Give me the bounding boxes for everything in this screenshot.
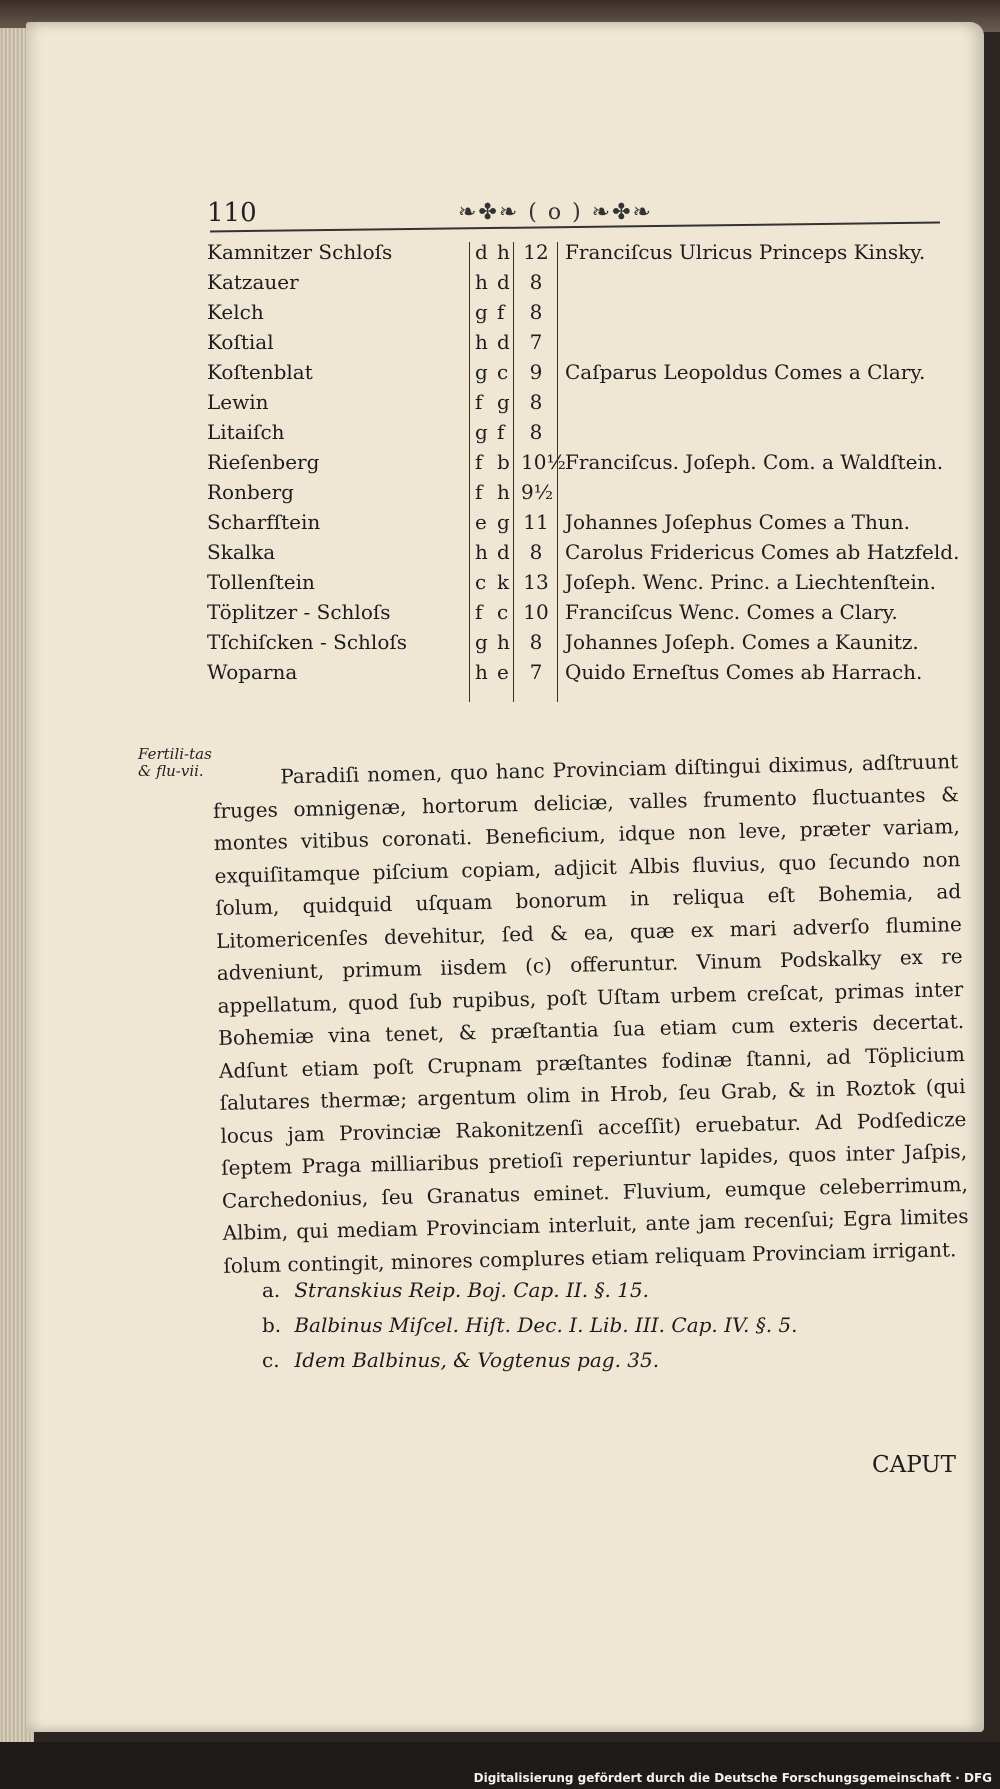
footnotes: [262, 1273, 962, 1378]
grid-letter-2: d: [497, 270, 510, 294]
estate-name: Katzauer: [207, 270, 299, 294]
grid-letter-2: d: [497, 330, 510, 354]
grid-letter-1: d: [475, 240, 488, 264]
footnote: [262, 1343, 962, 1378]
estate-number: 7: [529, 330, 543, 354]
grid-letter-1: f: [475, 450, 483, 474]
estate-owner: Franciſcus Wenc. Comes a Clary.: [565, 600, 898, 624]
grid-letter-1: h: [475, 660, 488, 684]
grid-letter-1: g: [475, 360, 488, 384]
grid-letter-2: g: [497, 510, 510, 534]
estate-owner: Franciſcus. Joſeph. Com. a Waldſtein.: [565, 450, 944, 474]
column-rule-numbers: [513, 242, 514, 702]
body-paragraph: Paradiſi nomen, quo hanc Provinciam diſtingui diximus, adſtruunt fruges omnigenæ, hortorum deliciæ, valles frumento fluctuantes & montes vitibus coronati. Beneficium, idque non leve, præter variam, exquiſitamque piſcium copiam, adjicit Albis fluvius, quo ſecundo non ſolum, quidquid uſquam bonorum in reliqua eſt Bohemia, ad Litomericenſes devehitur, ſed & ea, quæ ex mari adverſo flumine adveniunt, primum iisdem (c) offeruntur. Vinum Podskalky ex re appellatum, quod ſub rupibus, poſt Uſtam urbem creſcat, primas inter Bohemiæ vina tenet, & præſtantia ſua etiam cum exteris decertat. Adſunt etiam poſt Crupnam præſtantes fodinæ ſtanni, ad Töplicium ſalutares thermæ; argentum olim in Hrob, ſeu Grab, & in Roztok (qui locus jam Provinciæ Rakonitzenſi acceſſit) eruebatur. Ad Podſedicze ſeptem Praga milliaribus pretioſi reperiuntur lapides, quos inter Jaſpis, Carchedonius, ſeu Granatus eminet. Fluvium, eumque celeberrimum, Albim, qui mediam Provinciam interluit, ante jam recenſui; Egra limites ſolum contingit, minores complures etiam reliquam Provinciam irrigant.: [212, 749, 969, 1278]
grid-letter-2: h: [497, 240, 510, 264]
estate-name: Lewin: [207, 390, 269, 414]
digitization-credit: Digitalisierung gefördert durch die Deutsche Forschungsgemeinschaft · DFG: [473, 1771, 992, 1785]
estate-number: 7: [529, 660, 543, 684]
grid-letter-2: b: [497, 450, 510, 474]
estate-number: 8: [529, 420, 543, 444]
footnote: [262, 1308, 962, 1343]
estate-owner: Carolus Fridericus Comes ab Hatzfeld.: [565, 540, 960, 564]
estate-name: Koſtenblat: [207, 360, 313, 384]
page-number: 110: [207, 198, 257, 228]
estate-number: 8: [529, 630, 543, 654]
estate-number: 12: [523, 240, 549, 264]
estate-owner: Quido Erneſtus Comes ab Harrach.: [565, 660, 923, 684]
footnote: [262, 1273, 962, 1308]
grid-letter-1: f: [475, 390, 483, 414]
estate-number: 8: [529, 300, 543, 324]
footnote-text: Idem Balbinus, & Vogtenus pag. 35.: [294, 1348, 660, 1372]
footnote-key: b.: [262, 1313, 282, 1337]
grid-letter-2: c: [497, 360, 509, 384]
grid-letter-2: c: [497, 600, 509, 624]
estate-name: Litaiſch: [207, 420, 285, 444]
grid-letter-2: h: [497, 630, 510, 654]
estate-owner: Caſparus Leopoldus Comes a Clary.: [565, 360, 926, 384]
estate-owner: Franciſcus Ulricus Princeps Kinsky.: [565, 240, 926, 264]
estate-owner: Johannes Joſephus Comes a Thun.: [565, 510, 910, 534]
column-rule-letters: [469, 242, 470, 702]
estate-name: Kelch: [207, 300, 264, 324]
estate-number: 11: [523, 510, 549, 534]
header-ornament: ❧✤❧ ( o ) ❧✤❧: [458, 200, 653, 225]
grid-letter-1: c: [475, 570, 487, 594]
grid-letter-2: f: [497, 420, 505, 444]
estate-name: Koſtial: [207, 330, 274, 354]
grid-letter-1: f: [475, 600, 483, 624]
estate-number: 8: [529, 390, 543, 414]
estate-number: 10½: [521, 450, 566, 474]
grid-letter-2: g: [497, 390, 510, 414]
grid-letter-2: k: [497, 570, 510, 594]
estate-number: 13: [523, 570, 549, 594]
grid-letter-1: e: [475, 510, 487, 534]
grid-letter-1: f: [475, 480, 483, 504]
estate-name: Rieſenberg: [207, 450, 320, 474]
estate-name: Töplitzer - Schloſs: [207, 600, 391, 624]
estate-name: Skalka: [207, 540, 276, 564]
catchword: CAPUT: [872, 1452, 957, 1478]
estate-number: 8: [529, 270, 543, 294]
estate-number: 9: [529, 360, 543, 384]
grid-letter-1: h: [475, 540, 488, 564]
grid-letter-2: e: [497, 660, 509, 684]
estate-name: Ronberg: [207, 480, 294, 504]
footnote-text: Balbinus Miſcel. Hiſt. Dec. I. Lib. III. Cap. IV. §. 5.: [294, 1313, 798, 1337]
grid-letter-2: f: [497, 300, 505, 324]
estate-number: 8: [529, 540, 543, 564]
footnote-key: c.: [262, 1348, 280, 1372]
grid-letter-1: g: [475, 630, 488, 654]
grid-letter-1: g: [475, 420, 488, 444]
grid-letter-1: g: [475, 300, 488, 324]
scanner-footer: [0, 1742, 1000, 1789]
estate-name: Scharfſtein: [207, 510, 321, 534]
estate-name: Woparna: [207, 660, 298, 684]
grid-letter-1: h: [475, 270, 488, 294]
grid-letter-2: h: [497, 480, 510, 504]
footnote-key: a.: [262, 1278, 281, 1302]
estate-number: 9½: [521, 480, 554, 504]
estate-number: 10: [523, 600, 549, 624]
estate-name: Kamnitzer Schloſs: [207, 240, 393, 264]
grid-letter-1: h: [475, 330, 488, 354]
margin-note: Fertili-tas & flu-vii.: [138, 745, 212, 780]
grid-letter-2: d: [497, 540, 510, 564]
estate-owner: Joſeph. Wenc. Princ. a Liechtenſtein.: [565, 570, 937, 594]
footnote-text: Stranskius Reip. Boj. Cap. II. §. 15.: [294, 1278, 649, 1302]
estate-name: Tſchiſcken - Schloſs: [207, 630, 408, 654]
estate-owner: Johannes Joſeph. Comes a Kaunitz.: [565, 630, 919, 654]
estate-name: Tollenſtein: [207, 570, 315, 594]
